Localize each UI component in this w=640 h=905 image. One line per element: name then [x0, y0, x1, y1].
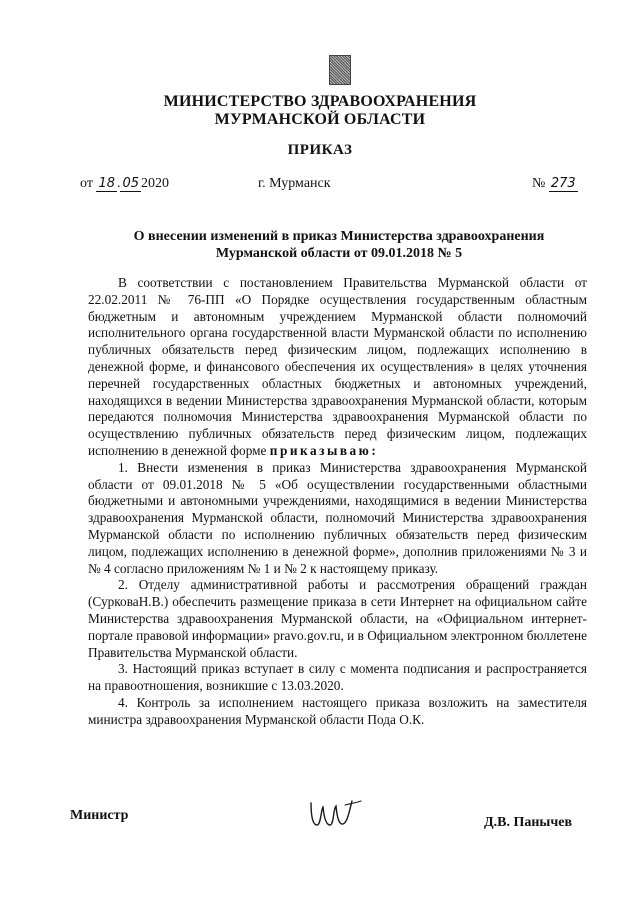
- document-city: г. Мурманск: [258, 176, 331, 191]
- document-subject: О внесении изменений в приказ Министерства здравоохранения Мурманской области от 09.01.2018 № 5: [133, 229, 545, 261]
- date-prefix: от: [80, 176, 93, 191]
- order-word: приказываю: [269, 442, 372, 458]
- ministry-name-line1: МИНИСТЕРСТВО ЗДРАВООХРАНЕНИЯ: [163, 93, 477, 110]
- coat-of-arms-icon: [329, 55, 351, 85]
- signer-name: Д.В. Панычев: [484, 815, 573, 830]
- order-item-1: 1. Внести изменения в приказ Министерства здравоохранения Мурманской области от 09.01.2018 № 5 «Об осуществлении государственными областными бюджетными и автономными учреждениями, находящимися в ведении Министерства здравоохранения Мурманской области, полномочий Министерства здравоохранения Мурманской области по исполнению публичных обязательств перед физическим лицом, подлежащих исполнению в денежной форме», дополнив приложениями № 3 и № 4 согласно приложениям № 1 и № 2 к настоящему приказу.: [88, 459, 587, 576]
- order-colon: :: [371, 442, 376, 458]
- date-year: 2020: [141, 176, 170, 191]
- signer-title: Министр: [70, 808, 129, 823]
- document-body: [88, 275, 587, 729]
- document-type-title: ПРИКАЗ: [287, 142, 353, 158]
- order-item-4: 4. Контроль за исполнением настоящего приказа возложить на заместителя министра здравоохранения Мурманской области Пода О.К.: [88, 694, 587, 727]
- ministry-name-line2: МУРМАНСКОЙ ОБЛАСТИ: [214, 111, 426, 128]
- number-value: 273: [550, 176, 576, 191]
- order-item-2: 2. Отделу административной работы и рассмотрения обращений граждан (СурковаН.В.) обеспечить размещение приказа в сети Интернет на официальном сайте Министерства здравоохранения Мурманской области, на «Официальном интернет-портале правовой информации» pravo.gov.ru, и в Официальном электронном бюллетене Правительства Мурманской области.: [88, 577, 587, 660]
- date-day: 18: [98, 176, 115, 191]
- number-prefix: №: [532, 176, 546, 191]
- date-month: 05: [122, 176, 140, 191]
- preamble-paragraph: [88, 275, 587, 460]
- document-date: [80, 176, 169, 192]
- handwritten-signature-icon: [305, 795, 365, 835]
- preamble-text: В соответствии с постановлением Правительства Мурманской области от 22.02.2011 № 76-ПП «О Порядке осуществления государственным областным бюджетным и автономным учреждением Мурманской области полномочий исполнительного органа государственной власти Мурманской области по исполнению публичных обязательств перед физическим лицом, подлежащих исполнению в денежной форме, и финансового обеспечения их осуществления» в целях уточнения перечней государственных областных бюджетных и автономных учреждений, находящихся в ведении Министерства здравоохранения Мурманской области, которым передаются полномочия Министерства здравоохранения Мурманской области по осуществлению публичных обязательств перед физическим лицом, подлежащих исполнению в денежной форме: [88, 275, 587, 458]
- order-item-3: 3. Настоящий приказ вступает в силу с момента подписания и распространяется на правоотношения, возникшие с 13.03.2020.: [88, 661, 587, 694]
- document-number: [532, 176, 578, 192]
- date-separator: .: [116, 176, 121, 191]
